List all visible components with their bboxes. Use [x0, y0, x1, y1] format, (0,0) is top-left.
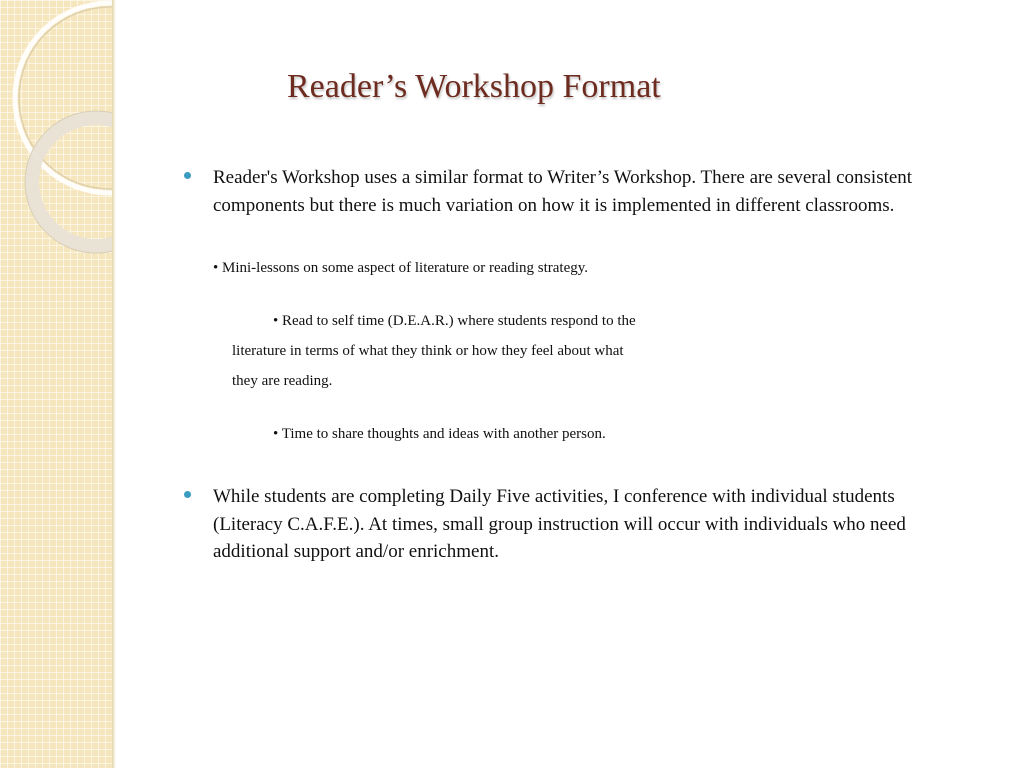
- sub-item-read-to-self: • Read to self time (D.E.A.R.) where students respond to the: [273, 313, 636, 329]
- bullet-1-marker: [184, 172, 191, 179]
- sub-item-share-thoughts: • Time to share thoughts and ideas with another person.: [273, 426, 606, 442]
- sub-item-mini-lessons: • Mini-lessons on some aspect of literature or reading strategy.: [213, 260, 589, 276]
- bullet-2-marker: [184, 491, 191, 498]
- bullet-1-text: Reader's Workshop uses a similar format to Writer’s Workshop. There are several consistent components but there is much variation on how it is implemented in different classrooms.: [213, 167, 913, 216]
- sidebar-edge: [112, 0, 116, 768]
- bullet-2-text: While students are completing Daily Five activities, I conference with individual students (Literacy C.A.F.E.). At times, small group instruction will occur with individuals who need additional support and/or enrichment.: [213, 486, 906, 562]
- sub-item-read-to-self-line3: they are reading.: [232, 373, 333, 389]
- decorative-circles: [0, 0, 112, 768]
- decorative-sidebar: [0, 0, 112, 768]
- sub-item-read-to-self-line2: literature in terms of what they think or how they feel about what: [232, 343, 624, 359]
- slide-title: Reader’s Workshop Format: [287, 68, 661, 105]
